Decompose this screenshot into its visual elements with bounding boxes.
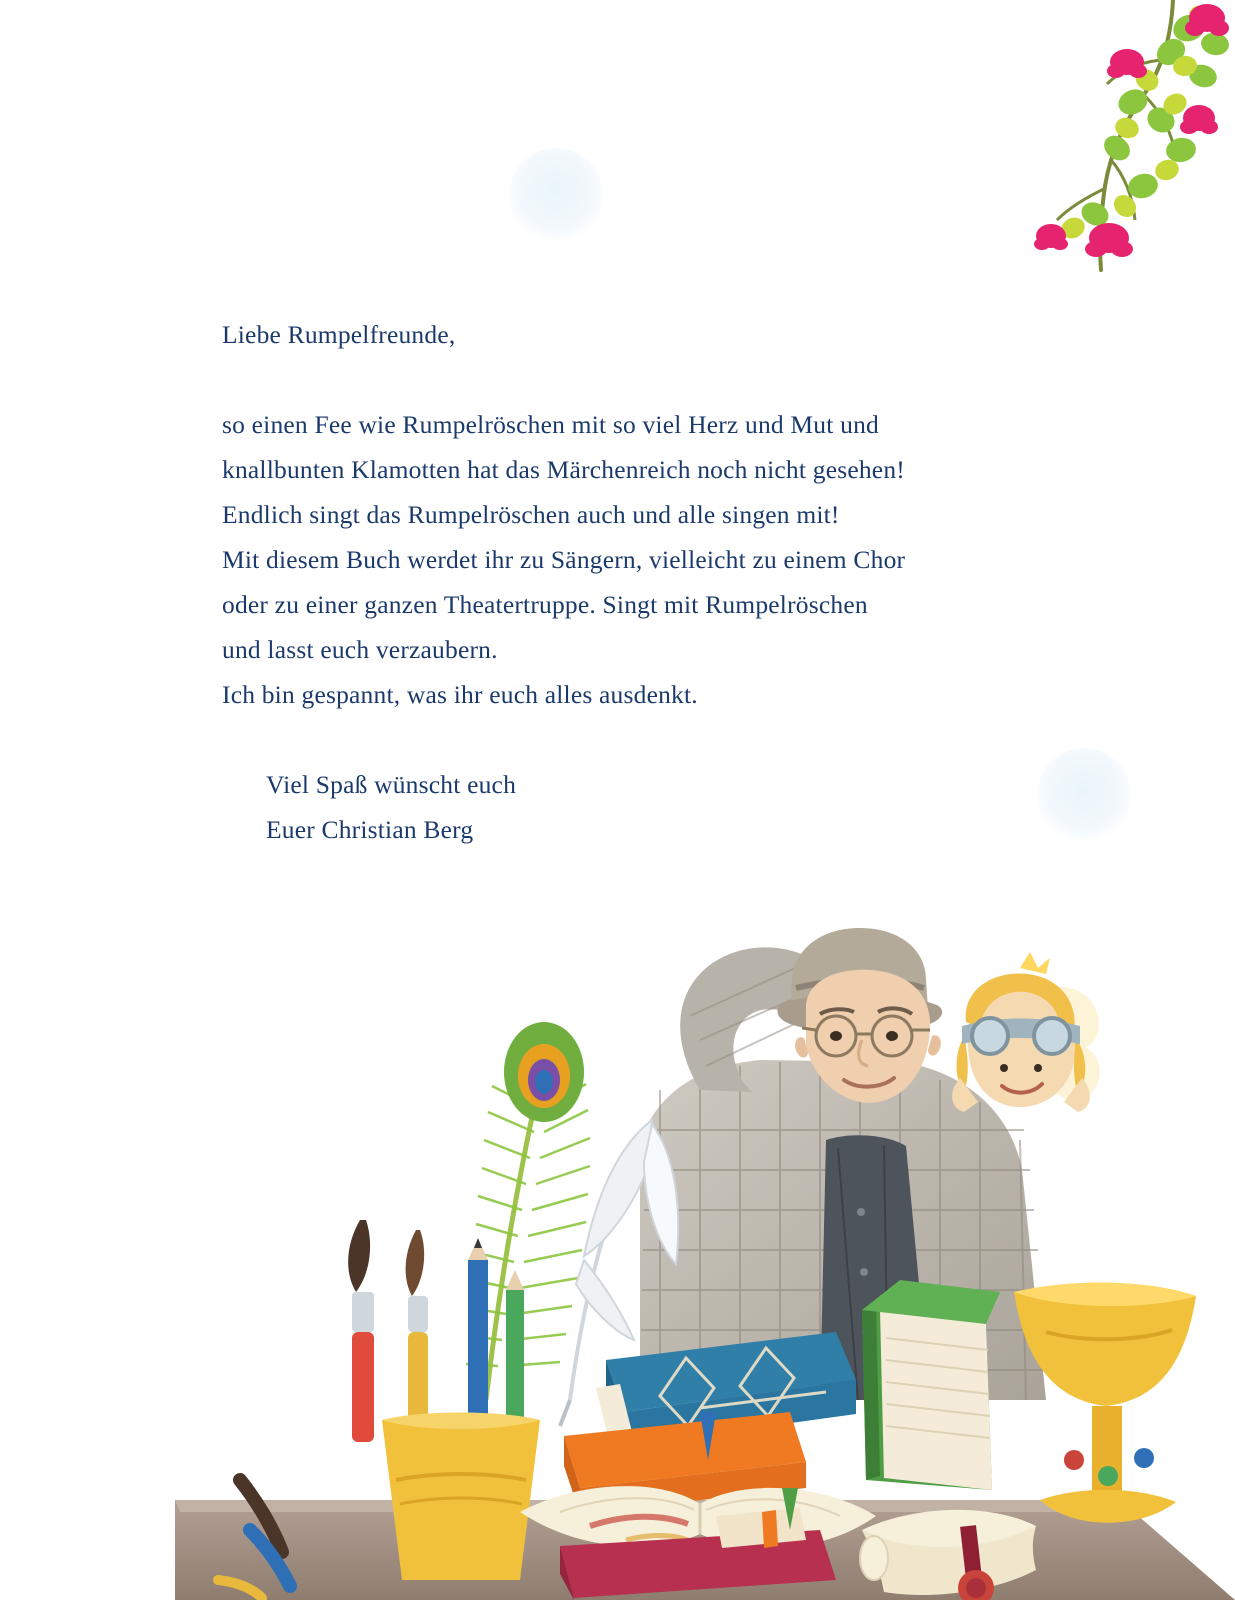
open-book bbox=[520, 1486, 876, 1548]
letter-body-line-2: knallbunten Klamotten hat das Märchenreich noch nicht gesehen! bbox=[222, 455, 905, 484]
flowering-branch-illustration bbox=[975, 0, 1235, 360]
fairy-halo-glow bbox=[508, 148, 604, 244]
man-with-hat bbox=[640, 928, 1046, 1400]
parchment-scroll bbox=[860, 1510, 1036, 1600]
letter-body-line-5: oder zu einer ganzen Theatertruppe. Singt mit Rumpelröschen bbox=[222, 590, 868, 619]
letter-body-line-1: so einen Fee wie Rumpelröschen mit so viel Herz und Mut und bbox=[222, 410, 879, 439]
quill-feather bbox=[560, 1120, 678, 1426]
illustration-caption bbox=[0, 0, 1, 1]
flying-fairy-icon-bottom bbox=[1036, 748, 1132, 844]
flying-fairy-icon-top bbox=[508, 148, 604, 244]
golden-goblet bbox=[1014, 1283, 1196, 1523]
letter-body-line-4: Mit diesem Buch werdet ihr zu Sängern, vielleicht zu einem Chor bbox=[222, 545, 906, 574]
fairy-puppet bbox=[952, 952, 1100, 1112]
pencil-cup bbox=[348, 1220, 540, 1580]
letter-body-line-3: Endlich singt das Rumpelröschen auch und alle singen mit! bbox=[222, 500, 840, 529]
signoff-line-1: Viel Spaß wünscht euch bbox=[266, 770, 517, 799]
letter-signoff bbox=[266, 762, 1022, 852]
peacock-feather bbox=[466, 1022, 590, 1400]
stack-of-books bbox=[520, 1280, 1000, 1600]
letter-text bbox=[222, 312, 1022, 852]
letter-body-line-7: Ich bin gespannt, was ihr euch alles ausdenkt. bbox=[222, 680, 698, 709]
letter-body-line-6: und lasst euch verzaubern. bbox=[222, 635, 498, 664]
paint-brushes bbox=[348, 1220, 428, 1442]
table-pencils bbox=[218, 1480, 290, 1598]
signoff-line-2: Euer Christian Berg bbox=[266, 815, 474, 844]
bottom-illustration bbox=[0, 840, 1235, 1600]
fairy-halo-glow-2 bbox=[1036, 748, 1132, 844]
letter-salutation: Liebe Rumpelfreunde, bbox=[222, 320, 456, 349]
